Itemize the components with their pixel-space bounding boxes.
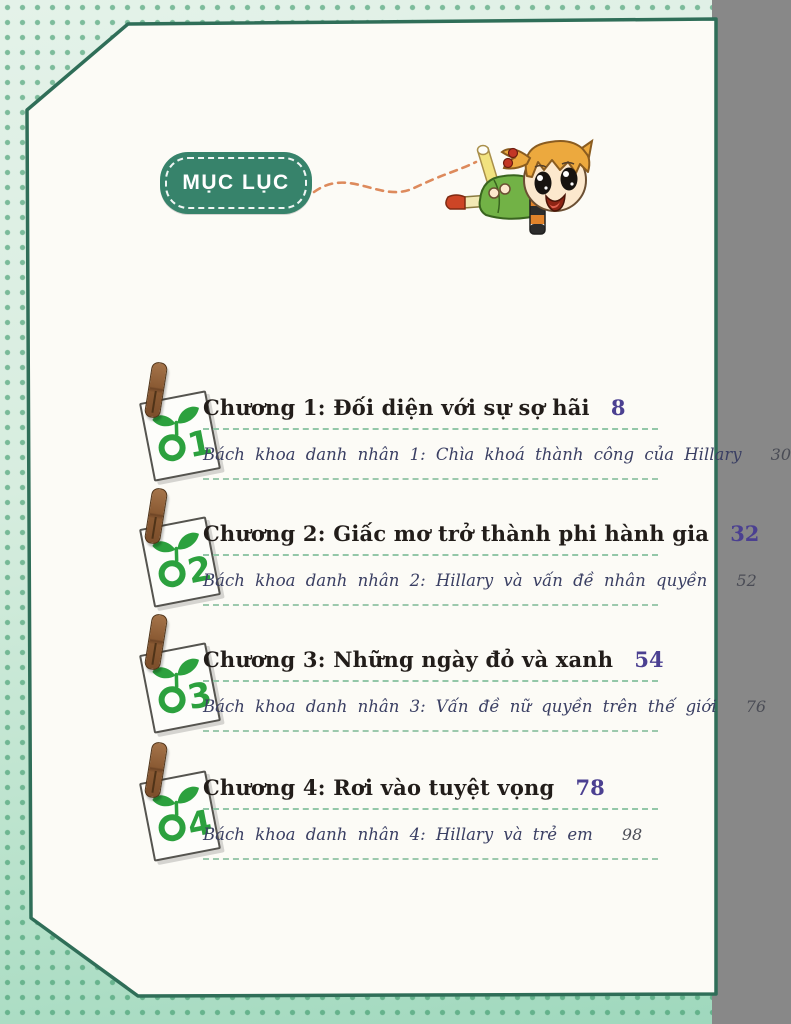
chapter-title: Chương 1: Đối diện với sự sợ hãi bbox=[203, 395, 590, 420]
dashed-divider bbox=[203, 428, 658, 430]
dashed-divider bbox=[203, 604, 658, 606]
chapter-entry-1 bbox=[0, 368, 791, 488]
dashed-divider bbox=[203, 730, 658, 732]
subtitle-page-number: 30 bbox=[770, 445, 791, 464]
dashed-divider bbox=[203, 680, 658, 682]
chapter-number-digit: 2 bbox=[184, 548, 216, 593]
chapter-page-number: 54 bbox=[634, 647, 664, 672]
chapter-page-number: 32 bbox=[730, 521, 760, 546]
chapter-subtitle: Bách khoa danh nhân 4: Hillary và trẻ em bbox=[203, 825, 593, 844]
dashed-divider bbox=[203, 858, 658, 860]
chapter-title: Chương 2: Giấc mơ trở thành phi hành gia bbox=[203, 521, 710, 546]
chapter-entry-2 bbox=[0, 494, 760, 614]
chapter-entry-4 bbox=[0, 748, 712, 868]
chapter-entry-3 bbox=[0, 620, 767, 740]
subtitle-page-number: 52 bbox=[736, 571, 757, 590]
dashed-divider bbox=[203, 554, 658, 556]
chapter-page-number: 8 bbox=[610, 395, 626, 420]
red-shoe bbox=[446, 195, 465, 209]
chibi-girl-illustration bbox=[442, 136, 592, 241]
chapter-subtitle: Bách khoa danh nhân 2: Hillary và vấn đề nhân quyền bbox=[203, 571, 708, 590]
chapter-subtitle: Bách khoa danh nhân 1: Chìa khoá thành công của Hillary bbox=[203, 445, 742, 464]
chapter-subtitle: Bách khoa danh nhân 3: Vấn đề nữ quyền trên thế giới bbox=[203, 697, 717, 716]
chapter-number-digit: 4 bbox=[184, 802, 216, 847]
badge-label: MỤC LỤC bbox=[182, 171, 290, 194]
chapter-number-digit: 3 bbox=[184, 674, 216, 719]
chapter-number-digit: 1 bbox=[184, 422, 216, 467]
dashed-divider bbox=[203, 808, 658, 810]
chapter-title: Chương 3: Những ngày đỏ và xanh bbox=[203, 647, 614, 672]
chapter-page-number: 78 bbox=[575, 775, 605, 800]
chapter-title: Chương 4: Rơi vào tuyệt vọng bbox=[203, 775, 555, 800]
subtitle-page-number: 76 bbox=[745, 697, 767, 716]
muc-luc-badge bbox=[160, 152, 312, 214]
dashed-divider bbox=[203, 478, 658, 480]
subtitle-page-number: 98 bbox=[621, 825, 643, 844]
